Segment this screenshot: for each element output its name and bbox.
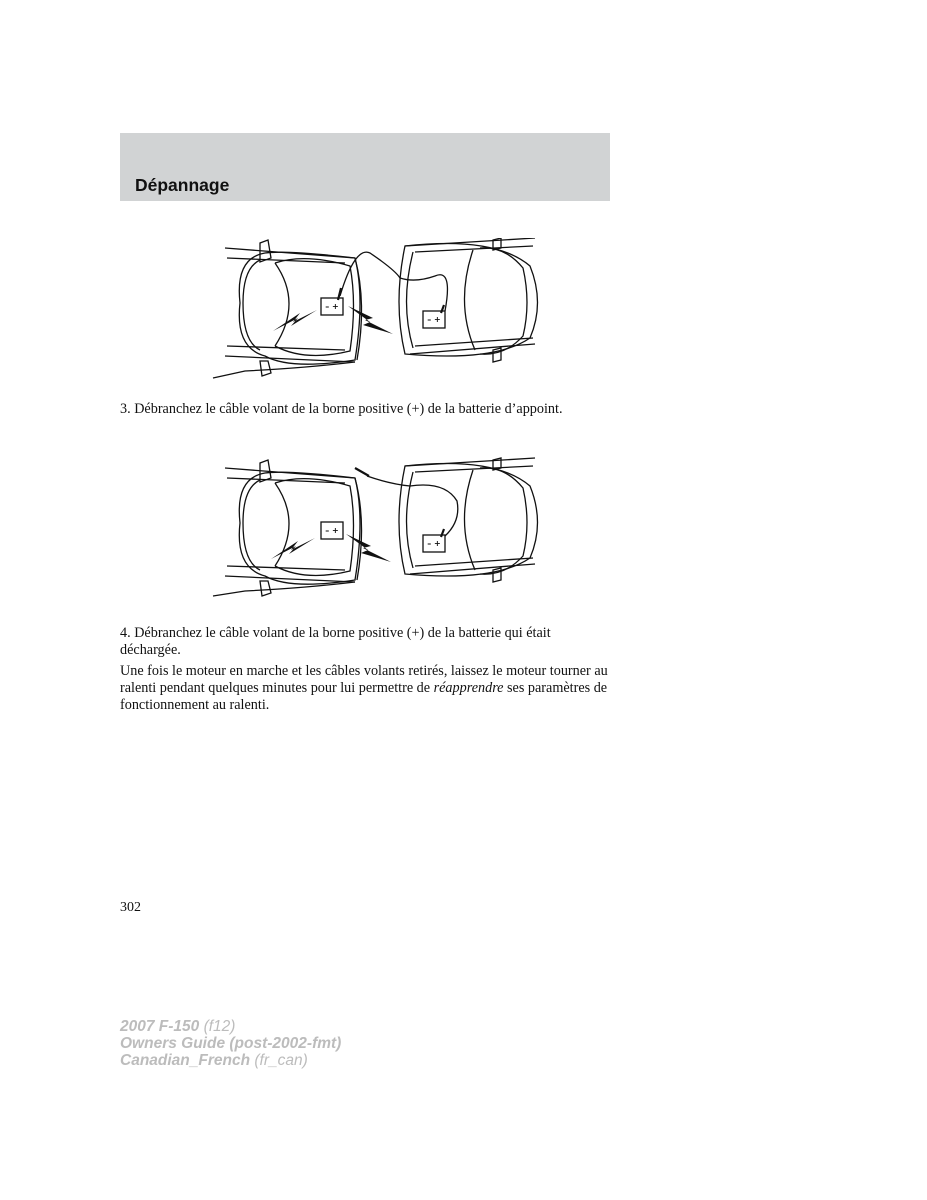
battery-icon (423, 305, 445, 328)
step-4-paragraph: 4. Débranchez le câble volant de la borne positive (+) de la batterie qui était déchargée. (120, 625, 551, 658)
svg-text:– +: – + (427, 315, 441, 324)
footer-line-1: 2007 F-150 (f12) (120, 1018, 236, 1035)
page-number: 302 (120, 900, 141, 915)
cable-clamp-icon (355, 468, 369, 476)
jump-start-diagram-1 (205, 238, 555, 388)
note-text-end: ses paramètres de fonctionnement au ralenti. (120, 680, 608, 713)
svg-text:– +: – + (427, 539, 441, 548)
note-paragraph (120, 663, 610, 714)
note-text: Une fois le moteur en marche et les câbles volants retirés, laissez le moteur tourner au ralenti pendant quelques minutes pour lui permettre de (120, 663, 608, 696)
step-3-paragraph: 3. Débranchez le câble volant de la borne positive (+) de la batterie d’appoint. (120, 401, 563, 417)
section-title: Dépannage (135, 175, 230, 195)
note-emphasis: réapprendre (433, 680, 504, 696)
battery-icon (321, 522, 343, 539)
battery-icon (423, 529, 445, 552)
arrow-icon (271, 538, 315, 559)
footer-line-3: Canadian_French (fr_can) (120, 1052, 308, 1069)
right-vehicle-outline (399, 458, 538, 582)
right-vehicle-outline (399, 238, 538, 362)
arrow-icon (273, 310, 317, 331)
jumper-cable (367, 476, 458, 536)
jump-start-diagram-2 (205, 456, 555, 606)
document-footer (120, 1018, 341, 1069)
section-header-band (120, 133, 610, 201)
battery-icon (321, 288, 343, 315)
svg-text:– +: – + (325, 526, 339, 535)
arrow-icon (348, 306, 393, 334)
svg-text:– +: – + (325, 302, 339, 311)
footer-line-2: Owners Guide (post-2002-fmt) (120, 1035, 342, 1052)
